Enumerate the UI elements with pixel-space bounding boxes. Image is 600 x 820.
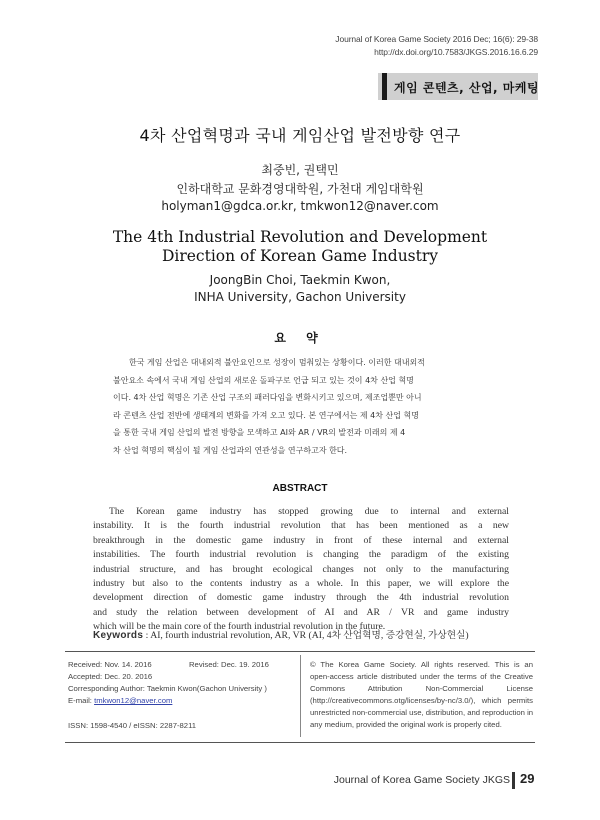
abstract-english-line: development direction of domestic game industry through the 4th industrial revolution bbox=[93, 592, 509, 604]
abstract-english-line: instabilities. The fourth industrial revolution is changing the paradigm of the existing bbox=[93, 549, 509, 561]
journal-citation: Journal of Korea Game Society 2016 Dec; 16(6): 29-38 bbox=[335, 34, 538, 44]
abstract-korean-line: 을 통한 국내 게임 산업의 발전 방향을 모색하고 AI와 AR / VR의 발전과 미래의 제 4 bbox=[113, 428, 406, 438]
keywords bbox=[93, 627, 513, 641]
copyright-line: (http://creativecommons.otg/licenses/by-nc/3.0/), which permits bbox=[310, 696, 533, 705]
received-date bbox=[68, 660, 269, 669]
abstract-english bbox=[93, 505, 509, 635]
abstract-korean-line: 라 콘텐츠 산업 전반에 생태계의 변화를 가져 오고 있다. 본 연구에서는 제 4차 산업 혁명 bbox=[113, 410, 419, 420]
page-number: 29 bbox=[520, 771, 535, 786]
copyright-line: unrestricted non-commercial use, distribution, and reproduction in bbox=[310, 708, 534, 717]
title-english: The 4th Industrial Revolution and Development Direction of Korean Game Industry bbox=[112, 228, 488, 265]
footer-separator bbox=[512, 772, 515, 789]
abstract-korean-line: 이다. 4차 산업 혁명은 기존 산업 구조의 패러다임을 변화시키고 있으며, 제조업뿐만 아니 bbox=[113, 393, 422, 403]
abstract-english-line: which will be the main core of the fourth industrial revolution in the future. bbox=[93, 621, 386, 633]
authors-korean: 최중빈, 권택민 bbox=[261, 163, 339, 177]
copyright-line: Commons Attribution Non-Commercial License bbox=[310, 684, 533, 693]
title-korean: 4차 산업혁명과 국내 게임산업 발전방향 연구 bbox=[139, 126, 461, 145]
abstract-english-line: The Korean game industry has stopped growing due to internal and external bbox=[109, 506, 509, 517]
author-emails: holyman1@gdca.or.kr, tmkwon12@naver.com bbox=[161, 199, 439, 213]
abstract-english-line: industry but also to the contents industry as a whole. In this paper, we will explore the bbox=[93, 577, 509, 589]
corresponding-email bbox=[68, 696, 172, 705]
footnote-column-divider bbox=[300, 655, 301, 737]
copyright-line: open-access article distributed under the terms of the Creative bbox=[310, 672, 533, 681]
doi-link[interactable]: http://dx.doi.org/10.7583/JKGS.2016.16.6.29 bbox=[374, 47, 538, 57]
abstract-korean-line: 차 산업 혁명의 핵심이 될 게임 산업과의 연관성을 연구하고자 한다. bbox=[113, 445, 348, 455]
issn: ISSN: 1598-4540 / eISSN: 2287-8211 bbox=[68, 721, 197, 730]
section-label: 게임 콘텐츠, 산업, 마케팅 bbox=[394, 81, 540, 95]
received-date-text: Received: Nov. 14. 2016 bbox=[68, 660, 152, 669]
copyright-line: © The Korea Game Society. All rights reserved. This is an bbox=[310, 660, 533, 669]
email-link[interactable]: tmkwon12@naver.com bbox=[94, 696, 173, 705]
keywords-text: : AI, fourth industrial revolution, AR, VR (AI, 4차 산업혁명, 증강현실, 가상현실) bbox=[143, 630, 469, 641]
affiliation-english: INHA University, Gachon University bbox=[194, 290, 406, 304]
abstract-english-heading: ABSTRACT bbox=[272, 483, 328, 494]
accepted-date: Accepted: Dec. 20. 2016 bbox=[68, 672, 153, 681]
revised-date: Revised: Dec. 19. 2016 bbox=[189, 660, 269, 669]
email-label: E-mail: bbox=[68, 696, 95, 705]
footer-journal-name: Journal of Korea Game Society JKGS bbox=[333, 774, 510, 786]
keywords-label: Keywords bbox=[93, 630, 144, 641]
abstract-korean-heading: 요 약 bbox=[274, 331, 326, 345]
authors-english: JoongBin Choi, Taekmin Kwon, bbox=[209, 273, 391, 287]
corresponding-author: Corresponding Author: Taekmin Kwon(Gachon University ) bbox=[68, 684, 267, 693]
abstract-korean-line: 불안요소 속에서 국내 게임 산업의 새로운 돌파구로 언급 되고 있는 것이 4차 산업 혁명 bbox=[113, 375, 414, 385]
copyright-line: any medium, provided the original work is properly cited. bbox=[310, 720, 502, 729]
abstract-english-line: instability. It is the fourth industrial revolution that has been mentioned as a new bbox=[93, 520, 509, 532]
abstract-english-line: and study the relation between development of AI and AR / VR and game industry bbox=[93, 606, 509, 618]
footnote-top-rule bbox=[65, 651, 535, 652]
abstract-english-line: industrial structure, and has brought ecological changes not only to the manufacturing bbox=[93, 563, 509, 575]
abstract-korean-line: 한국 게임 산업은 대내외적 불안요인으로 성장이 멈춰있는 상황이다. 이러한 대내외적 bbox=[129, 358, 425, 367]
copyright-notice bbox=[310, 659, 533, 731]
abstract-english-line: breakthrough in the domestic game industry in front of these internal and external bbox=[93, 534, 509, 546]
section-banner-accent bbox=[382, 73, 387, 100]
footnote-bottom-rule bbox=[65, 742, 535, 743]
affiliation-korean: 인하대학교 문화경영대학원, 가천대 게임대학원 bbox=[176, 182, 424, 196]
abstract-korean bbox=[113, 354, 493, 460]
